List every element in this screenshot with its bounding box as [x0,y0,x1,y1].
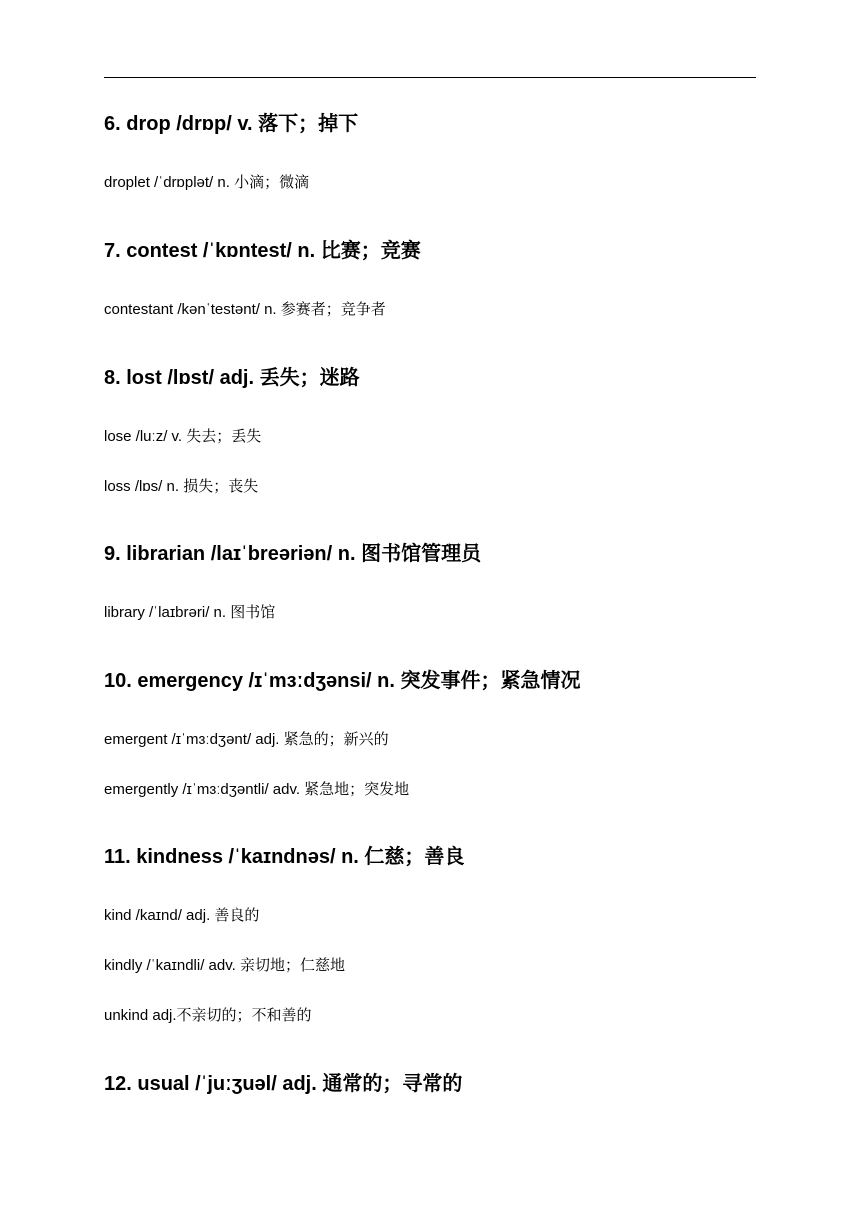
derived-word-library: library /ˈlaɪbrəri/ n. 图书馆 [104,604,276,621]
derived-word-emergently: emergently /ɪˈmɜːdʒəntli/ adv. 紧急地；突发地 [104,781,410,798]
headword-6: 6. drop /drɒp/ v. 落下；掉下 [104,113,359,135]
headword-7: 7. contest /ˈkɒntest/ n. 比赛；竞赛 [104,240,421,262]
headword-12: 12. usual /ˈjuːʒuəl/ adj. 通常的；寻常的 [104,1073,463,1095]
derived-word-kindly: kindly /ˈkaɪndli/ adv. 亲切地；仁慈地 [104,957,345,974]
headword-9: 9. librarian /laɪˈbreəriən/ n. 图书馆管理员 [104,543,482,565]
derived-word-loss: loss /lɒs/ n. 损失；丧失 [104,478,259,495]
headword-10: 10. emergency /ɪˈmɜːdʒənsi/ n. 突发事件；紧急情况 [104,670,581,692]
derived-word-droplet: droplet /ˈdrɒplət/ n. 小滴；微滴 [104,174,310,191]
headword-8: 8. lost /lɒst/ adj. 丢失；迷路 [104,367,360,389]
derived-word-contestant: contestant /kənˈtestənt/ n. 参赛者；竞争者 [104,301,386,318]
derived-word-emergent: emergent /ɪˈmɜːdʒənt/ adj. 紧急的；新兴的 [104,731,389,748]
derived-word-unkind: unkind adj.不亲切的；不和善的 [104,1007,312,1024]
derived-word-lose: lose /luːz/ v. 失去；丢失 [104,428,262,445]
top-divider [104,77,756,78]
headword-11: 11. kindness /ˈkaɪndnəs/ n. 仁慈；善良 [104,846,465,868]
derived-word-kind: kind /kaɪnd/ adj. 善良的 [104,907,260,924]
